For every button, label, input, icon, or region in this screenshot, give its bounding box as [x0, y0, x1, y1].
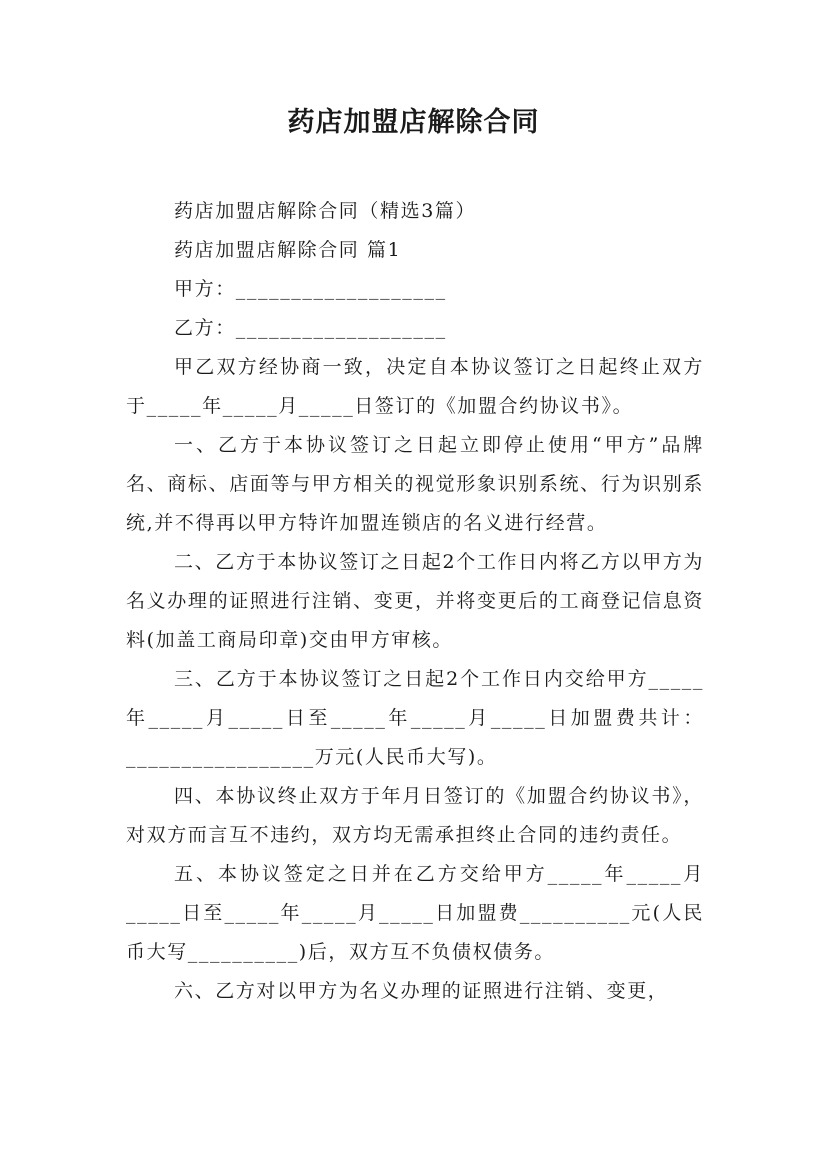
paragraph-section-heading: 药店加盟店解除合同 篇1: [174, 239, 402, 261]
paragraph-clause-1: 一、乙方于本协议签订之日起立即停止使用“甲方”品牌名、商标、店面等与甲方相关的视觉形象识别系统、行为识别系统,并不得再以甲方特许加盟连锁店的名义进行经营。: [126, 434, 704, 534]
paragraph-party-a: 甲方：___________________: [174, 278, 447, 300]
paragraph-intro: 甲乙双方经协商一致，决定自本协议签订之日起终止双方于_____年_____月_____日签订的《加盟合约协议书》。: [126, 356, 704, 417]
paragraph-clause-6: 六、乙方对以甲方为名义办理的证照进行注销、变更，: [174, 980, 669, 1002]
document-body: [126, 192, 704, 1011]
document-title: 药店加盟店解除合同: [287, 107, 540, 138]
paragraph-party-b: 乙方：___________________: [174, 317, 447, 339]
paragraph-clause-5: 五、本协议签定之日并在乙方交给甲方_____年_____月_____日至_____年_____月_____日加盟费__________元(人民币大写__________)后，双方互不负债权债务。: [126, 863, 704, 963]
paragraph-clause-2: 二、乙方于本协议签订之日起2个工作日内将乙方以甲方为名义办理的证照进行注销、变更，并将变更后的工商登记信息资料(加盖工商局印章)交由甲方审核。: [126, 551, 704, 651]
paragraph-clause-3: 三、乙方于本协议签订之日起2个工作日内交给甲方_____年_____月_____日至_____年_____月_____日加盟费共计：_________________万元(人民币大写)。: [126, 668, 704, 768]
paragraph-clause-4: 四、本协议终止双方于年月日签订的《加盟合约协议书》，对双方而言互不违约，双方均无需承担终止合同的违约责任。: [126, 785, 704, 846]
paragraph-subtitle: 药店加盟店解除合同（精选3篇）: [174, 200, 477, 222]
